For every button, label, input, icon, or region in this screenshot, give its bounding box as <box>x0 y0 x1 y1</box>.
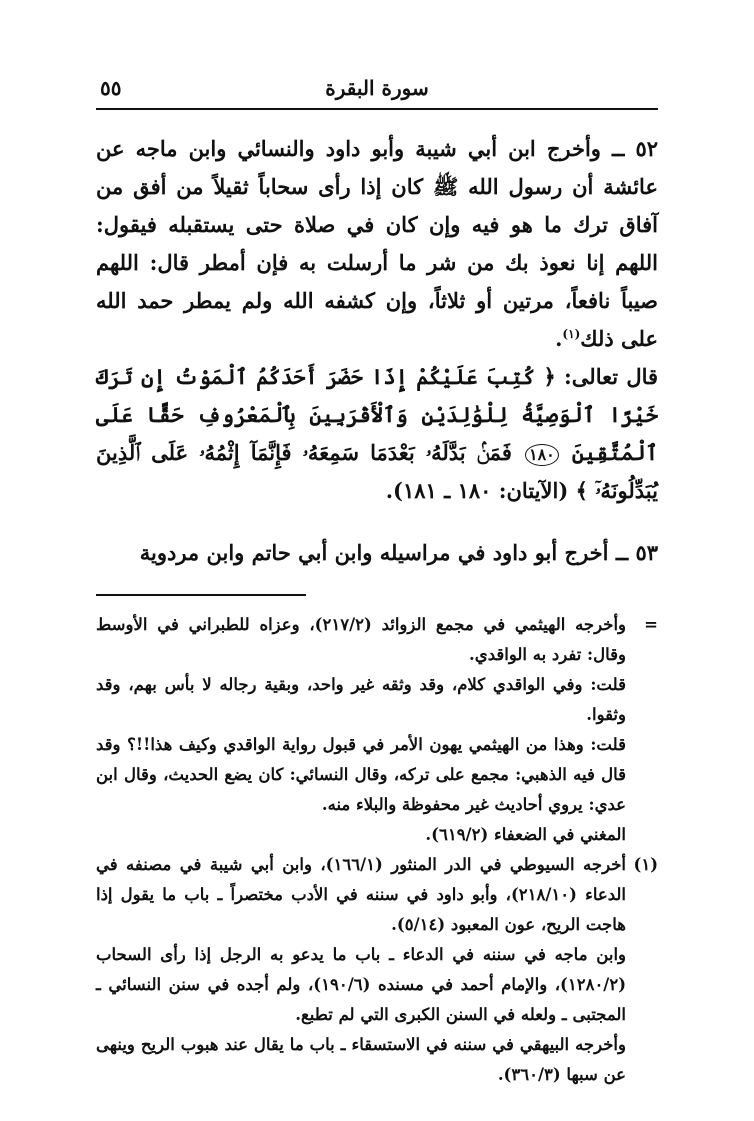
continuation-marker: = <box>644 615 658 634</box>
footnote-line: المغني في الضعفاء (٦١٩/٢). <box>425 825 626 844</box>
hadith-53 <box>96 534 658 572</box>
footnote-marker: (١) <box>633 855 658 874</box>
quran-verse-180: كُتِبَ عَلَيْكُمْ إِذَا حَضَرَ أَحَدَكُمُ ٱلْمَوْتُ إِن تَرَكَ خَيْرًا ٱلْوَصِيَّةُ لِلْوَٰلِدَيْنِ وَٱلْأَقْرَبِينَ بِٱلْمَعْرُوفِ حَقًّا عَلَى ٱلْمُتَّقِينَ <box>96 364 659 465</box>
footnote-line: قلت: وفي الواقدي كلام، وقد وثقه غير واحد، وبقية رجاله لا بأس بهم، وقد وثقوا. <box>96 675 626 724</box>
hadith-text: أخرج أبو داود في مراسيله وابن أبي حاتم وابن مردوية <box>139 540 609 565</box>
footnote-continuation <box>96 610 658 850</box>
hadith-number: ٥٢ ــ <box>612 136 658 161</box>
main-text <box>96 130 658 572</box>
footnote-line: وابن ماجه في سننه في الدعاء ـ باب ما يدعو به الرجل إذا رأى السحاب (١٢٨٠/٢)، والإمام أحمد في مسنده (١٩٠/٦)، ولم أجده في سنن النسائي ـ المجتبى ـ ولعله في السنن الكبرى التي لم تطبع. <box>96 945 627 1024</box>
footnote-body <box>96 610 626 850</box>
running-header <box>96 70 658 110</box>
verse-paragraph <box>96 358 658 510</box>
footnote-line: وأخرجه البيهقي في سننه في الاستسقاء ـ باب ما يقال عند هبوب الريح وينهى عن سبها (٣٦٠/٣). <box>96 1035 626 1084</box>
verse-reference: (الآيتان: ١٨٠ ـ ١٨١). <box>385 478 569 503</box>
verse-close-bracket: ﴾ <box>575 478 588 503</box>
quran-verse-181: فَمَنۢ بَدَّلَهُۥ بَعْدَمَا سَمِعَهُۥ فَإِنَّمَآ إِثْمُهُۥ عَلَى ٱلَّذِينَ يُبَدِّلُونَهُۥٓ <box>96 440 658 503</box>
book-page <box>96 70 658 1090</box>
footnote-body <box>96 850 626 1090</box>
footnote-ref: (١) <box>562 327 581 341</box>
surah-title: سورة البقرة <box>325 76 429 100</box>
hadith-number: ٥٣ ــ <box>615 540 658 565</box>
footnote-line: وأخرجه الهيثمي في مجمع الزوائد (٢١٧/٢)، وعزاه للطبراني في الأوسط وقال: تفرد به الواقدي. <box>96 615 626 664</box>
separator-line <box>96 594 306 596</box>
sentence-end: . <box>555 326 563 351</box>
page-number: ٥٥ <box>100 76 122 100</box>
footnotes <box>96 610 658 1090</box>
ayah-number-marker: ١٨٠ <box>525 444 559 466</box>
footnote-line: أخرجه السيوطي في الدر المنثور (١٦٦/١)، وابن أبي شيبة في مصنفه في الدعاء (٢١٨/١٠)، وأبو داود في سننه في الأدب مختصراً ـ باب ما يقول إذا هاجت الريح، عون المعبود (٥/١٤). <box>96 855 626 934</box>
hadith-52 <box>96 130 658 358</box>
footnote-1 <box>96 850 658 1090</box>
footnote-line: قلت: وهذا من الهيثمي يهون الأمر في قبول رواية الواقدي وكيف هذا!!؟ وقد قال فيه الذهبي: مجمع على تركه، وقال النسائي: كان يضع الحديث، وقال ابن عدي: يروي أحاديث غير محفوظة والبلاء منه. <box>96 735 626 814</box>
footnote-separator <box>96 594 658 596</box>
hadith-text: وأخرج ابن أبي شيبة وأبو داود والنسائي وابن ماجه عن عائشة أن رسول الله ﷺ كان إذا رأى سحاباً ثقيلاً من أفق من آفاق ترك ما هو فيه وإن كان في صلاة حتى يستقبله فيقول: اللهم إنا نعوذ بك من شر ما أرسلت به فإن أمطر قال: اللهم صيباً نافعاً، مرتين أو ثلاثاً، وإن كشفه الله ولم يمطر حمد الله على ذلك <box>96 136 658 351</box>
verse-open-bracket: ﴿ <box>543 364 556 389</box>
verse-intro: قال تعالى: <box>564 364 659 389</box>
